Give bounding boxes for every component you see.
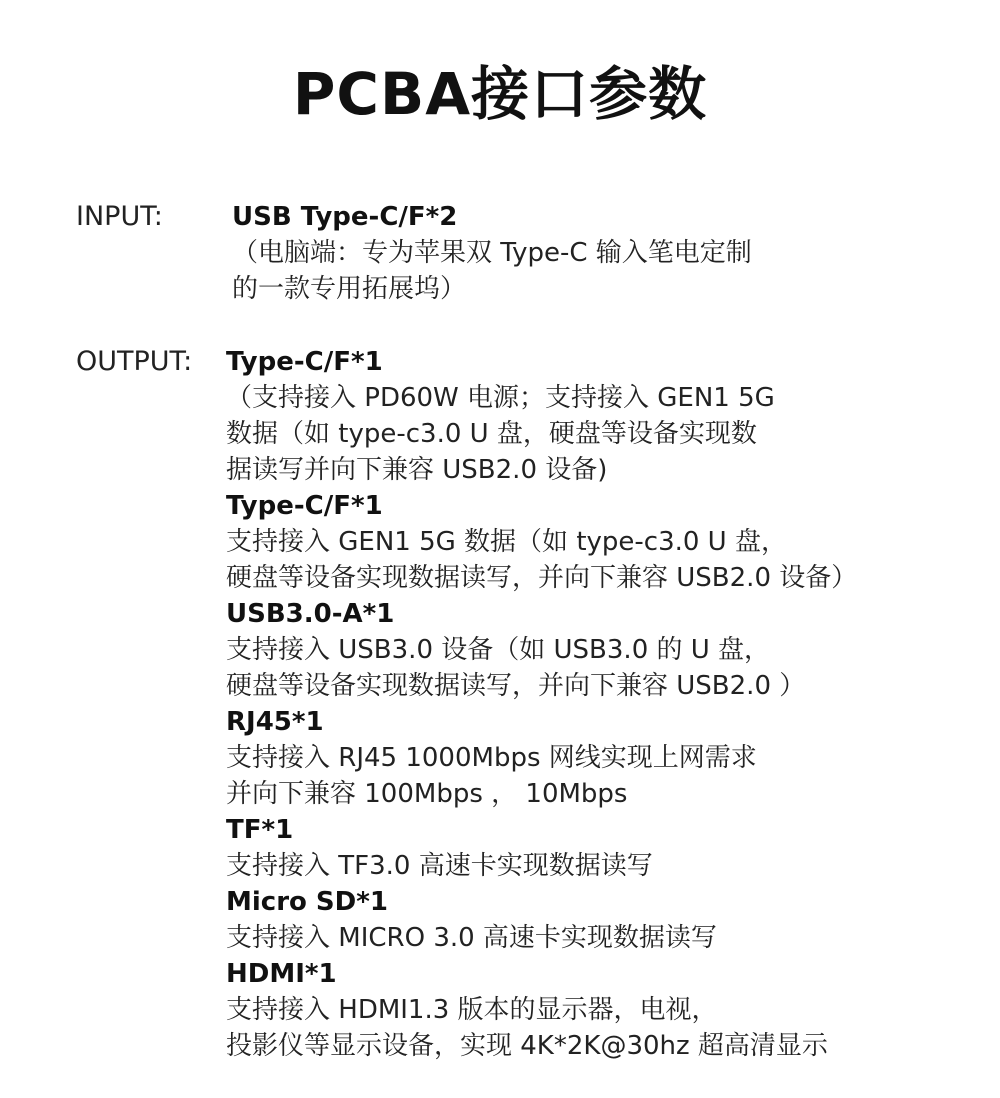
output-desc-line: （支持接入 PD60W 电源；支持接入 GEN1 5G [226, 383, 775, 413]
input-label: INPUT: [76, 201, 163, 232]
output-desc-line: 并向下兼容 100Mbps ， 10Mbps [226, 779, 628, 809]
input-desc-line: 的一款专用拓展坞） [232, 274, 467, 304]
output-desc-line: 支持接入 HDMI1.3 版本的显示器，电视， [226, 995, 718, 1025]
output-port-name: TF*1 [226, 815, 294, 845]
input-port-name: USB Type-C/F*2 [232, 202, 458, 232]
output-desc-line: 支持接入 RJ45 1000Mbps 网线实现上网需求 [226, 743, 757, 773]
output-desc-line: 投影仪等显示设备，实现 4K*2K@30hz 超高清显示 [226, 1031, 828, 1061]
page-title: PCBA接口参数 [292, 60, 708, 128]
output-label: OUTPUT: [76, 346, 193, 377]
output-content [226, 344, 966, 1064]
output-port-name: USB3.0-A*1 [226, 599, 395, 629]
output-port-name: Type-C/F*1 [226, 347, 383, 377]
output-desc-line: 支持接入 USB3.0 设备（如 USB3.0 的 U 盘， [226, 635, 771, 665]
output-port-name: Micro SD*1 [226, 887, 388, 917]
output-desc-line: 数据（如 type-c3.0 U 盘，硬盘等设备实现数 [226, 419, 757, 449]
output-port-name: RJ45*1 [226, 707, 324, 737]
output-port-name: HDMI*1 [226, 959, 337, 989]
output-desc-line: 硬盘等设备实现数据读写，并向下兼容 USB2.0 设备） [226, 563, 858, 593]
output-desc-line: 据读写并向下兼容 USB2.0 设备) [226, 455, 608, 485]
output-desc-line: 支持接入 GEN1 5G 数据（如 type-c3.0 U 盘， [226, 527, 787, 557]
output-desc-line: 支持接入 MICRO 3.0 高速卡实现数据读写 [226, 923, 717, 953]
output-desc-line: 支持接入 TF3.0 高速卡实现数据读写 [226, 851, 653, 881]
input-content [232, 199, 972, 307]
output-desc-line: 硬盘等设备实现数据读写，并向下兼容 USB2.0 ） [226, 671, 806, 701]
input-desc-line: （电脑端：专为苹果双 Type-C 输入笔电定制 [232, 238, 752, 268]
output-port-name: Type-C/F*1 [226, 491, 383, 521]
